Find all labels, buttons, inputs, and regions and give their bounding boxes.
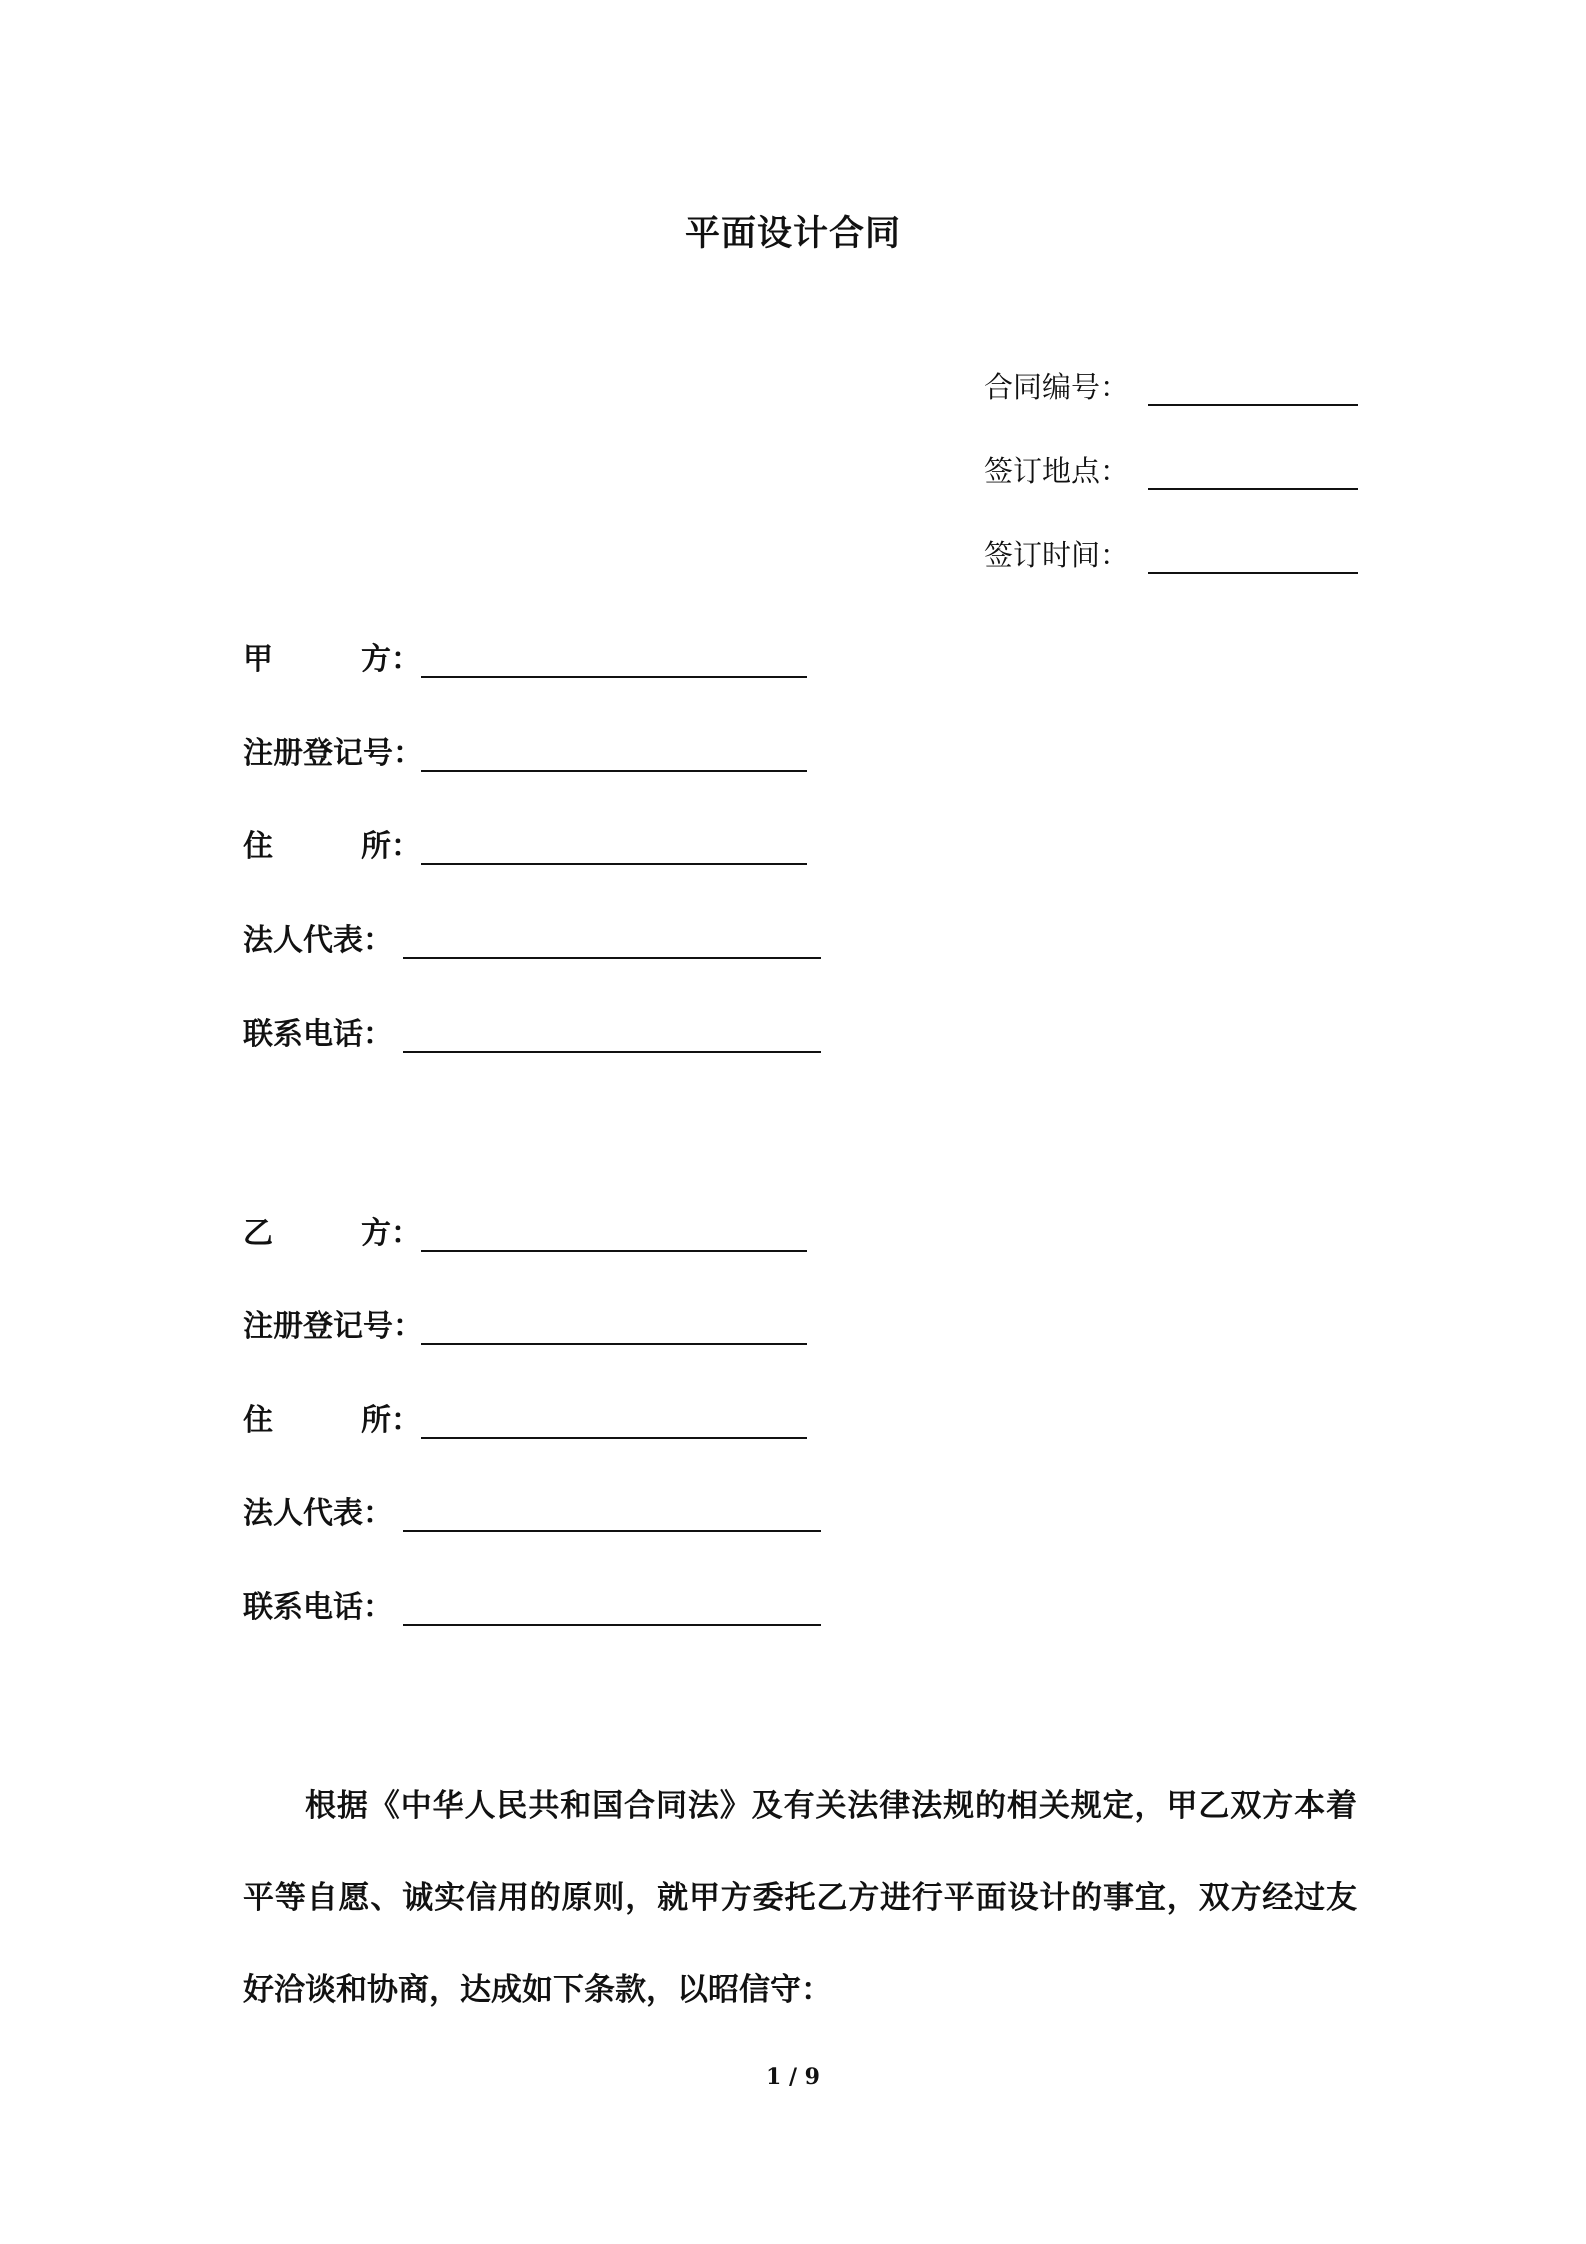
legal-rep-label: 法人代表： [243,923,393,958]
phone-label: 联系电话： [243,1017,393,1052]
address-label [243,821,421,865]
meta-label: 签订地点： [984,454,1130,488]
party-b-legal-rep-blank[interactable] [403,1492,821,1532]
meta-label: 签订时间： [984,538,1130,572]
party-b-registration-blank[interactable] [421,1305,807,1345]
registration-label: 注册登记号： [243,1309,423,1344]
meta-label: 合同编号： [984,370,1130,404]
label-part: 住 [243,829,273,864]
intro-paragraph: 根据《中华人民共和国合同法》及有关法律法规的相关规定，甲乙双方本着平等自愿、诚实信用的原则，就甲方委托乙方进行平面设计的事宜，双方经过友好洽谈和协商，达成如下条款，以昭信守： [243,1788,1357,2008]
party-a-row [243,636,807,678]
party-b-label [243,1208,421,1252]
contract-number-blank[interactable] [1148,368,1358,406]
party-b-phone-row [243,1584,821,1626]
signing-place-blank[interactable] [1148,452,1358,490]
party-a-blank[interactable] [421,638,807,678]
party-a-phone-row [243,1011,821,1053]
legal-rep-label: 法人代表： [243,1496,393,1531]
party-a-address-blank[interactable] [421,825,807,865]
party-a-legal-rep-row [243,917,821,959]
party-b-blank[interactable] [421,1212,807,1252]
label-part: 所： [361,1403,421,1438]
party-b-legal-rep-row [243,1490,821,1532]
party-a-registration-blank[interactable] [421,732,807,772]
phone-label: 联系电话： [243,1590,393,1625]
party-b-row [243,1210,807,1252]
label-part: 甲 [243,642,273,677]
label-part: 所： [361,829,421,864]
label-part: 住 [243,1403,273,1438]
address-label [243,1395,421,1439]
label-part: 乙 [243,1216,273,1251]
label-part: 方： [361,1216,421,1251]
page-number: 1 / 9 [766,2064,820,2090]
party-b-address-blank[interactable] [421,1399,807,1439]
label-part: 方： [361,642,421,677]
party-a-phone-blank[interactable] [403,1013,821,1053]
party-b-registration-row [243,1303,807,1345]
party-a-label [243,634,421,678]
party-b-phone-blank[interactable] [403,1586,821,1626]
party-a-address-row [243,823,807,865]
signing-time-blank[interactable] [1148,536,1358,574]
party-a-legal-rep-blank[interactable] [403,919,821,959]
party-b-address-row [243,1397,807,1439]
registration-label: 注册登记号： [243,736,423,771]
party-a-registration-row [243,730,807,772]
document-title: 平面设计合同 [684,214,901,254]
meta-row-signing-time [984,534,1358,574]
meta-row-signing-place [984,450,1358,490]
meta-row-contract-number [984,366,1358,406]
